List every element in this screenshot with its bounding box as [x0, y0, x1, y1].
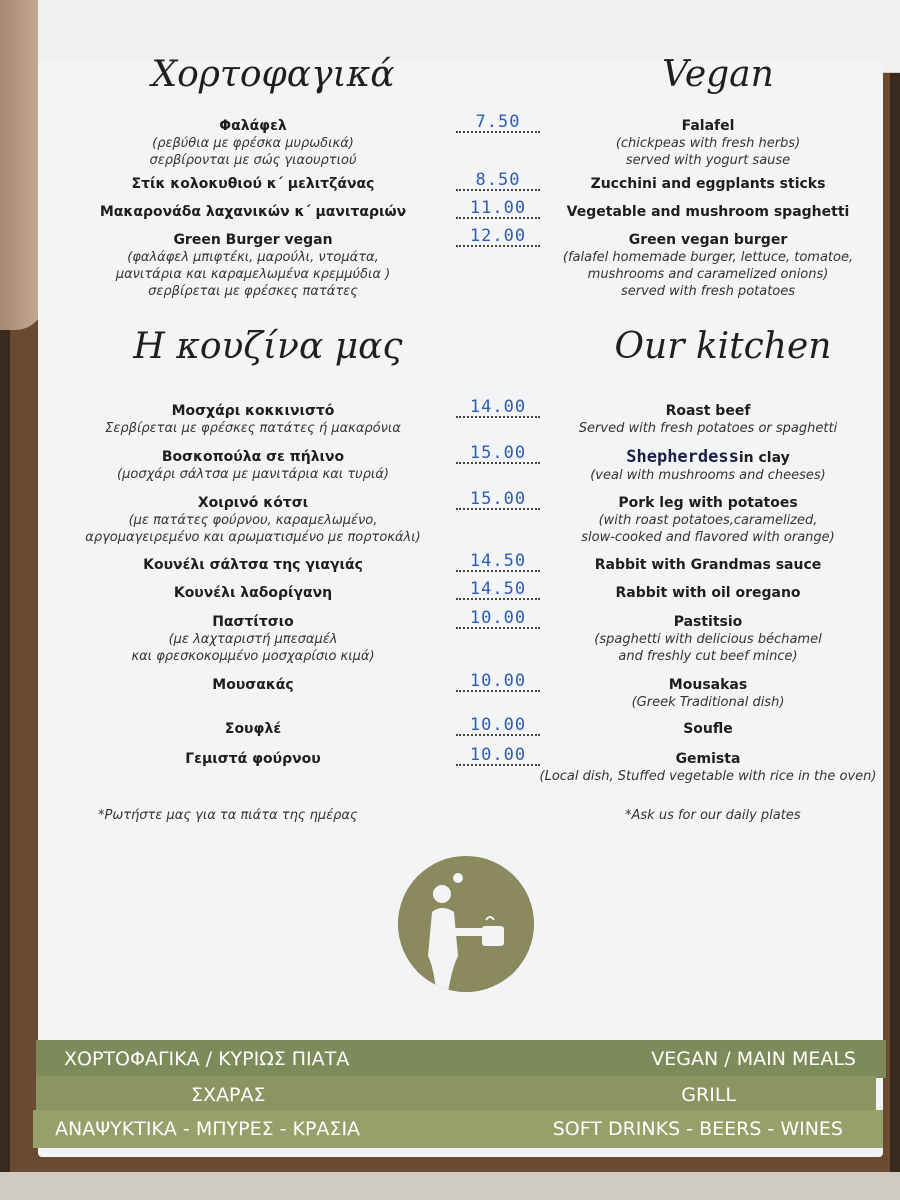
dish-name-gr: Μουσακάς [212, 677, 294, 693]
dish-description-en: (Local dish, Stuffed vegetable with rice in the oven) [539, 769, 877, 784]
menu-item-en [498, 750, 900, 785]
section-title-vegan-en: Vegan [662, 54, 774, 95]
dish-description-en: served with fresh potatoes [620, 284, 796, 299]
dish-description-en: (falafel homemade burger, lettuce, tomatoe, [562, 250, 854, 265]
dish-description-gr: Σερβίρεται με φρέσκες πατάτες ή μακαρόνια [105, 421, 401, 436]
price: 14.00 [456, 398, 540, 418]
dish-name-en: Pastitsio [673, 614, 743, 630]
menu-item-gr [38, 584, 468, 602]
section-title-kitchen-en: Our kitchen [614, 326, 832, 367]
menu-item-en [498, 175, 900, 193]
dish-description-en: slow-cooked and flavored with orange) [581, 530, 835, 545]
menu-item-en [498, 203, 900, 221]
price: 15.00 [456, 490, 540, 510]
dish-description-en: (Greek Traditional dish) [631, 695, 785, 710]
dish-description-gr: μανιτάρια και καραμελωμένα κρεμμύδια ) [115, 267, 391, 282]
dish-description-en: mushrooms and caramelized onions) [587, 267, 829, 282]
menu-item-en [498, 613, 900, 665]
menu-item-en [498, 117, 900, 169]
tablecloth [0, 1172, 900, 1200]
dish-description-en: and freshly cut beef mince) [618, 649, 798, 664]
dish-description-gr: σερβίρεται με φρέσκες πατάτες [148, 284, 358, 299]
price: 10.00 [456, 746, 540, 766]
dish-name-en: Falafel [681, 118, 735, 134]
tab-label-en: VEGAN / MAIN MEALS [651, 1048, 856, 1070]
dish-name-gr: Παστίτσιο [212, 614, 294, 630]
dish-description-en: Served with fresh potatoes or spaghetti [578, 421, 838, 436]
dish-name-gr: Κουνέλι λαδορίγανη [173, 585, 333, 601]
price: 12.00 [456, 227, 540, 247]
dish-description-gr: σερβίρονται με σώς γιαουρτιού [149, 153, 357, 168]
daily-plates-note-gr: *Ρωτήστε μας για τα πιάτα της ημέρας [98, 808, 358, 823]
dish-name-gr: Green Burger vegan [173, 232, 333, 248]
price: 14.50 [456, 580, 540, 600]
menu-item-gr [38, 676, 468, 694]
dish-description-gr: (φαλάφελ μπιφτέκι, μαρούλι, ντομάτα, [127, 250, 379, 265]
menu-item-gr [38, 231, 468, 300]
dish-name-gr: Βοσκοπούλα σε πήλινο [161, 449, 345, 465]
dish-name-en: Vegetable and mushroom spaghetti [566, 204, 850, 220]
dish-name-gr: Μακαρονάδα λαχανικών κ΄ μανιταριών [99, 204, 407, 220]
dish-name-en: Soufle [683, 721, 733, 737]
dish-description-gr: (μοσχάρι σάλτσα με μανιτάρια και τυριά) [117, 467, 389, 482]
menu-item-en [498, 231, 900, 300]
menu-item-gr [38, 203, 468, 221]
price: 11.00 [456, 199, 540, 219]
tab-label-en: GRILL [681, 1084, 736, 1106]
handwritten-dish-name: Shepherdess [626, 447, 739, 467]
dish-name-en: Rabbit with oil oregano [615, 585, 801, 601]
menu-item-gr [38, 720, 468, 738]
price: 8.50 [456, 171, 540, 191]
menu-item-gr [38, 750, 468, 768]
dish-name-gr: Γεμιστά φούρνου [185, 751, 321, 767]
dish-name-en: Rabbit with Grandmas sauce [594, 557, 822, 573]
dish-description-gr: και φρεσκοκομμένο μοσχαρίσιο κιμά) [131, 649, 375, 664]
dish-description-en: (with roast potatoes,caramelized, [598, 513, 818, 528]
menu-item-gr [38, 117, 468, 169]
tab-label-en: SOFT DRINKS - BEERS - WINES [552, 1118, 843, 1140]
dish-name-suffix: in clay [738, 450, 790, 466]
tab-grill[interactable] [36, 1076, 876, 1114]
menu-item-gr [38, 494, 468, 546]
dish-name-en: Pork leg with potatoes [618, 495, 798, 511]
menu-item-en [498, 402, 900, 437]
dish-name-en: Gemista [675, 751, 741, 767]
dish-name-gr: Σουφλέ [224, 721, 282, 737]
dish-description-gr: (με πατάτες φούρνου, καραμελωμένο, [128, 513, 378, 528]
dish-description-en: served with yogurt sause [625, 153, 791, 168]
price: 10.00 [456, 609, 540, 629]
chef-logo-icon [398, 856, 534, 992]
section-title-vegetarian-gr: Χορτοφαγικά [151, 54, 395, 95]
dish-name-en: Zucchini and eggplants sticks [590, 176, 826, 192]
menu-item-gr [38, 175, 468, 193]
menu-item-en [498, 556, 900, 574]
price: 15.00 [456, 444, 540, 464]
daily-plates-note-en: *Ask us for our daily plates [625, 808, 801, 823]
menu-item-en [498, 584, 900, 602]
menu-item-gr [38, 402, 468, 437]
tab-label-gr: ΧΟΡΤΟΦΑΓΙΚΑ / ΚΥΡΙΩΣ ΠΙΑΤΑ [64, 1048, 350, 1070]
menu-item-en [498, 720, 900, 738]
menu-item-en [498, 494, 900, 546]
dish-description-gr: (με λαχταριστή μπεσαμέλ [168, 632, 338, 647]
dish-name-gr: Κουνέλι σάλτσα της γιαγιάς [143, 557, 363, 573]
tab-vegan-main-meals[interactable] [36, 1040, 886, 1078]
menu-item-gr [38, 556, 468, 574]
tab-label-gr: ΣΧΑΡΑΣ [191, 1084, 266, 1106]
dish-name-gr: Χοιρινό κότσι [197, 495, 309, 511]
dish-description-gr: (ρεβύθια με φρέσκα μυρωδικά) [152, 136, 354, 151]
dish-name-gr: Μοσχάρι κοκκινιστό [171, 403, 335, 419]
price: 14.50 [456, 552, 540, 572]
dish-name-en: Roast beef [665, 403, 751, 419]
dish-description-en: (chickpeas with fresh herbs) [615, 136, 801, 151]
price: 7.50 [456, 113, 540, 133]
dish-description-en: (veal with mushrooms and cheeses) [590, 468, 826, 483]
tab-label-gr: ΑΝΑΨΥΚΤΙΚΑ - ΜΠΥΡΕΣ - ΚΡΑΣΙΑ [55, 1118, 361, 1140]
price: 10.00 [456, 672, 540, 692]
tab-drinks[interactable] [33, 1110, 883, 1148]
dish-name-gr: Στίκ κολοκυθιού κ΄ μελιτζάνας [131, 176, 375, 192]
dish-name-en: Green vegan burger [628, 232, 788, 248]
dish-description-en: (spaghetti with delicious béchamel [594, 632, 822, 647]
menu-item-gr [38, 448, 468, 483]
price: 10.00 [456, 716, 540, 736]
menu-item-en [498, 448, 900, 484]
section-title-kitchen-gr: Η κουζίνα μας [133, 326, 403, 367]
menu-page [38, 54, 883, 1157]
dish-name-gr: Φαλάφελ [219, 118, 287, 134]
dish-description-gr: αργομαγειρεμένο και αρωματισμένο με πορτοκάλι) [85, 530, 421, 545]
menu-item-en [498, 676, 900, 711]
dish-name-en: Mousakas [668, 677, 748, 693]
dish-name-en [498, 448, 900, 467]
menu-item-gr [38, 613, 468, 665]
